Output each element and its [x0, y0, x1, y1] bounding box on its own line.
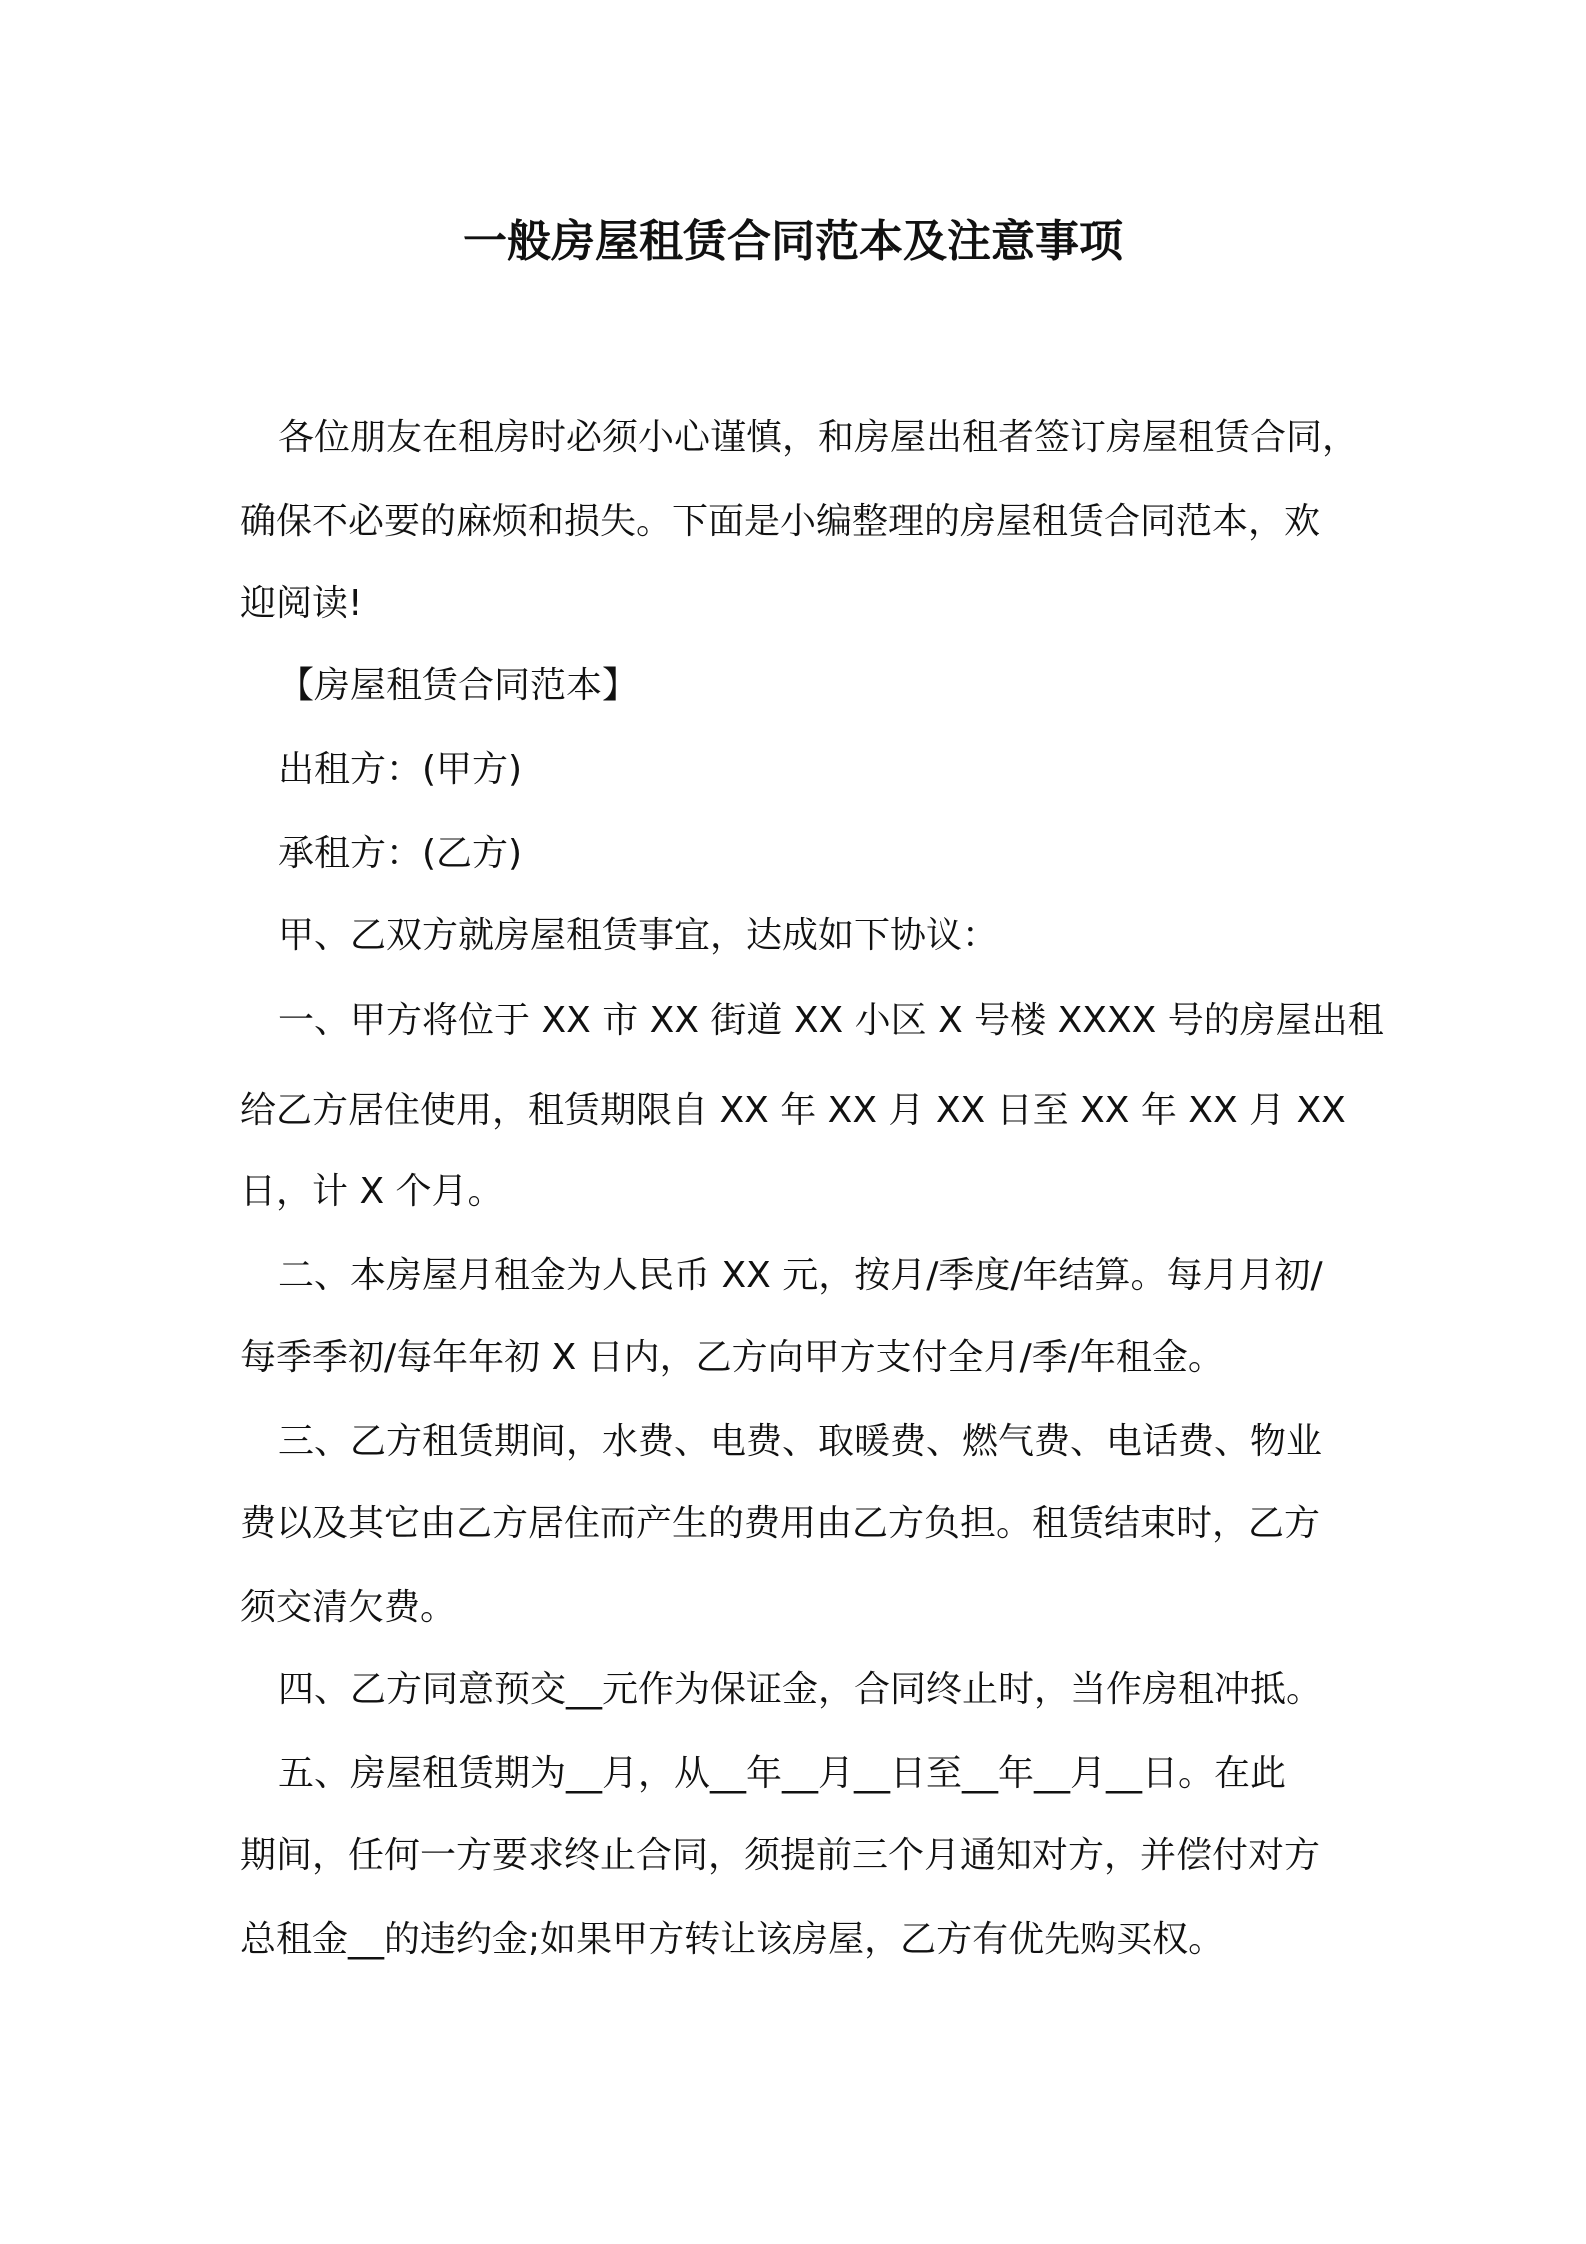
agreement-intro: 甲、乙双方就房屋租赁事宜，达成如下协议：	[278, 915, 999, 956]
clause-5-line-2: 期间，任何一方要求终止合同，须提前三个月通知对方，并偿付对方	[240, 1835, 1321, 1876]
clause-4-line-1: 四、乙方同意预交__元作为保证金，合同终止时，当作房租冲抵。	[278, 1669, 1323, 1710]
clause-5-line-1: 五、房屋租赁期为__月，从__年__月__日至__年__月__日。在此	[278, 1753, 1287, 1794]
section-heading: 【房屋租赁合同范本】	[278, 665, 639, 706]
clause-1-line-1: 一、甲方将位于 XX 市 XX 街道 XX 小区 X 号楼 XXXX 号的房屋出租	[278, 1000, 1384, 1041]
clause-2-line-2: 每季季初/每年年初 X 日内，乙方向甲方支付全月/季/年租金。	[240, 1337, 1224, 1378]
clause-1-line-2: 给乙方居住使用，租赁期限自 XX 年 XX 月 XX 日至 XX 年 XX 月 XX	[240, 1090, 1346, 1131]
document-title: 一般房屋租赁合同范本及注意事项	[463, 216, 1123, 267]
lessee-line: 承租方：(乙方)	[278, 833, 523, 874]
clause-3-line-3: 须交清欠费。	[240, 1587, 457, 1628]
paragraph-line-1: 各位朋友在租房时必须小心谨慎，和房屋出租者签订房屋租赁合同，	[278, 417, 1359, 458]
paragraph-line-3: 迎阅读!	[240, 583, 363, 624]
paragraph-line-2: 确保不必要的麻烦和损失。下面是小编整理的房屋租赁合同范本，欢	[240, 501, 1321, 542]
clause-3-line-2: 费以及其它由乙方居住而产生的费用由乙方负担。租赁结束时，乙方	[240, 1503, 1321, 1544]
clause-2-line-1: 二、本房屋月租金为人民币 XX 元，按月/季度/年结算。每月月初/	[278, 1255, 1323, 1296]
clause-3-line-1: 三、乙方租赁期间，水费、电费、取暖费、燃气费、电话费、物业	[278, 1421, 1323, 1462]
clause-1-line-3: 日，计 X 个月。	[240, 1171, 504, 1212]
clause-5-line-3: 总租金__的违约金;如果甲方转让该房屋，乙方有优先购买权。	[240, 1919, 1225, 1960]
lessor-line: 出租方：(甲方)	[278, 749, 523, 790]
